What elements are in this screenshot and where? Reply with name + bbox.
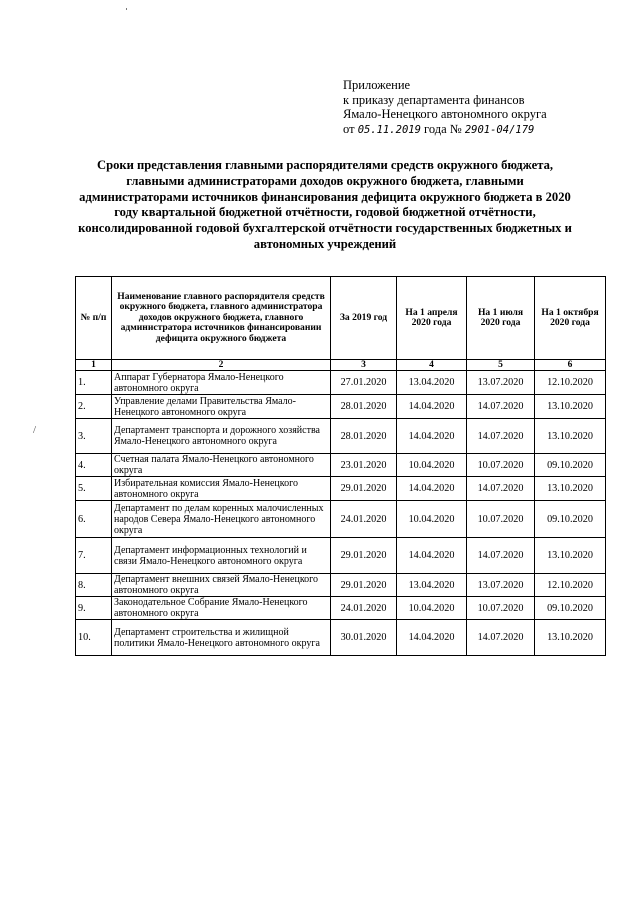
row-date-october: 13.10.2020: [535, 477, 606, 501]
document-title: Сроки представления главными распорядителями средств окружного бюджета, главными администраторами доходов окружного бюджета, главными администраторами источников финансирования дефицита окружного бюджета в 2020 году квартальной бюджетной отчётности, годовой бюджетной отчётности, консолидированной годовой бухгалтерской отчётности государственных бюджетных и автономных учреждений: [78, 158, 572, 251]
header-july: На 1 июля 2020 года: [467, 277, 535, 360]
deadlines-table: [75, 276, 606, 656]
row-date-april: 14.04.2020: [397, 538, 467, 574]
date-prefix: от: [343, 121, 355, 136]
row-date-july: 10.07.2020: [467, 501, 535, 538]
appendix-line-1: Приложение: [343, 78, 411, 92]
row-date-april: 10.04.2020: [397, 501, 467, 538]
header-num: № п/п: [76, 277, 112, 360]
row-date-october: 13.10.2020: [535, 395, 606, 419]
row-name: Законодательное Собрание Ямало-Ненецкого автономного округа: [112, 597, 331, 620]
table-row: [76, 620, 606, 656]
column-number: 5: [467, 360, 535, 371]
row-date-october: 13.10.2020: [535, 538, 606, 574]
row-date-april: 10.04.2020: [397, 454, 467, 477]
row-date-april: 14.04.2020: [397, 620, 467, 656]
row-date-2019: 29.01.2020: [331, 574, 397, 597]
row-date-2019: 23.01.2020: [331, 454, 397, 477]
table-row: [76, 538, 606, 574]
order-number: 2901-04/179: [464, 123, 535, 136]
row-name: Департамент строительства и жилищной политики Ямало-Ненецкого автономного округа: [112, 620, 331, 656]
row-number: 6.: [76, 501, 112, 538]
row-number: 9.: [76, 597, 112, 620]
table-row: [76, 419, 606, 454]
column-number: 3: [331, 360, 397, 371]
row-date-2019: 29.01.2020: [331, 477, 397, 501]
row-number: 4.: [76, 454, 112, 477]
row-date-april: 14.04.2020: [397, 477, 467, 501]
table-row: [76, 371, 606, 395]
row-date-april: 13.04.2020: [397, 371, 467, 395]
row-date-2019: 24.01.2020: [331, 501, 397, 538]
appendix-line-2: к приказу департамента финансов: [343, 92, 525, 107]
row-date-july: 14.07.2020: [467, 620, 535, 656]
table-row: [76, 395, 606, 419]
row-date-october: 09.10.2020: [535, 597, 606, 620]
row-date-2019: 30.01.2020: [331, 620, 397, 656]
row-number: 1.: [76, 371, 112, 395]
appendix-date-line: [343, 122, 547, 138]
row-date-july: 10.07.2020: [467, 597, 535, 620]
table-row: [76, 501, 606, 538]
row-name: Департамент транспорта и дорожного хозяйства Ямало-Ненецкого автономного округа: [112, 419, 331, 454]
row-date-july: 13.07.2020: [467, 574, 535, 597]
table-row: [76, 477, 606, 501]
row-number: 3.: [76, 419, 112, 454]
margin-mark: /: [33, 424, 37, 436]
row-name: Департамент внешних связей Ямало-Ненецкого автономного округа: [112, 574, 331, 597]
row-number: 10.: [76, 620, 112, 656]
table-row: [76, 597, 606, 620]
row-date-july: 14.07.2020: [467, 395, 535, 419]
column-number: 2: [112, 360, 331, 371]
row-date-2019: 24.01.2020: [331, 597, 397, 620]
row-date-october: 09.10.2020: [535, 501, 606, 538]
row-name: Избирательная комиссия Ямало-Ненецкого автономного округа: [112, 477, 331, 501]
row-number: 7.: [76, 538, 112, 574]
header-2019: За 2019 год: [331, 277, 397, 360]
column-number: 1: [76, 360, 112, 371]
year-word: года №: [424, 121, 462, 136]
column-number: 4: [397, 360, 467, 371]
row-number: 2.: [76, 395, 112, 419]
row-date-april: 14.04.2020: [397, 419, 467, 454]
row-date-july: 14.07.2020: [467, 419, 535, 454]
header-name: Наименование главного распорядителя средств окружного бюджета, главного администратора доходов окружного бюджета, главного администратора источников финансировании дефицита окружного бюджета: [112, 277, 331, 360]
row-date-july: 10.07.2020: [467, 454, 535, 477]
table-row: [76, 454, 606, 477]
row-date-2019: 27.01.2020: [331, 371, 397, 395]
row-date-april: 10.04.2020: [397, 597, 467, 620]
scan-speck: [126, 8, 127, 10]
row-number: 5.: [76, 477, 112, 501]
row-date-october: 12.10.2020: [535, 371, 606, 395]
header-october: На 1 октября 2020 года: [535, 277, 606, 360]
row-date-july: 14.07.2020: [467, 477, 535, 501]
row-date-2019: 28.01.2020: [331, 419, 397, 454]
row-name: Управление делами Правительства Ямало-Ненецкого автономного округа: [112, 395, 331, 419]
row-date-april: 13.04.2020: [397, 574, 467, 597]
row-date-october: 13.10.2020: [535, 620, 606, 656]
row-name: Счетная палата Ямало-Ненецкого автономного округа: [112, 454, 331, 477]
header-april: На 1 апреля 2020 года: [397, 277, 467, 360]
table-header-row: [76, 277, 606, 360]
appendix-block: [343, 78, 547, 137]
row-name: Департамент по делам коренных малочисленных народов Севера Ямало-Ненецкого автономного округа: [112, 501, 331, 538]
column-number: 6: [535, 360, 606, 371]
row-date-october: 12.10.2020: [535, 574, 606, 597]
row-date-july: 14.07.2020: [467, 538, 535, 574]
row-date-october: 13.10.2020: [535, 419, 606, 454]
date-value: 05.11.2019: [357, 123, 421, 136]
row-date-july: 13.07.2020: [467, 371, 535, 395]
row-number: 8.: [76, 574, 112, 597]
row-date-2019: 29.01.2020: [331, 538, 397, 574]
row-name: Аппарат Губернатора Ямало-Ненецкого автономного округа: [112, 371, 331, 395]
row-date-october: 09.10.2020: [535, 454, 606, 477]
appendix-line-3: Ямало-Ненецкого автономного округа: [343, 107, 547, 121]
row-date-2019: 28.01.2020: [331, 395, 397, 419]
column-number-row: [76, 360, 606, 371]
table-row: [76, 574, 606, 597]
row-name: Департамент информационных технологий и связи Ямало-Ненецкого автономного округа: [112, 538, 331, 574]
row-date-april: 14.04.2020: [397, 395, 467, 419]
